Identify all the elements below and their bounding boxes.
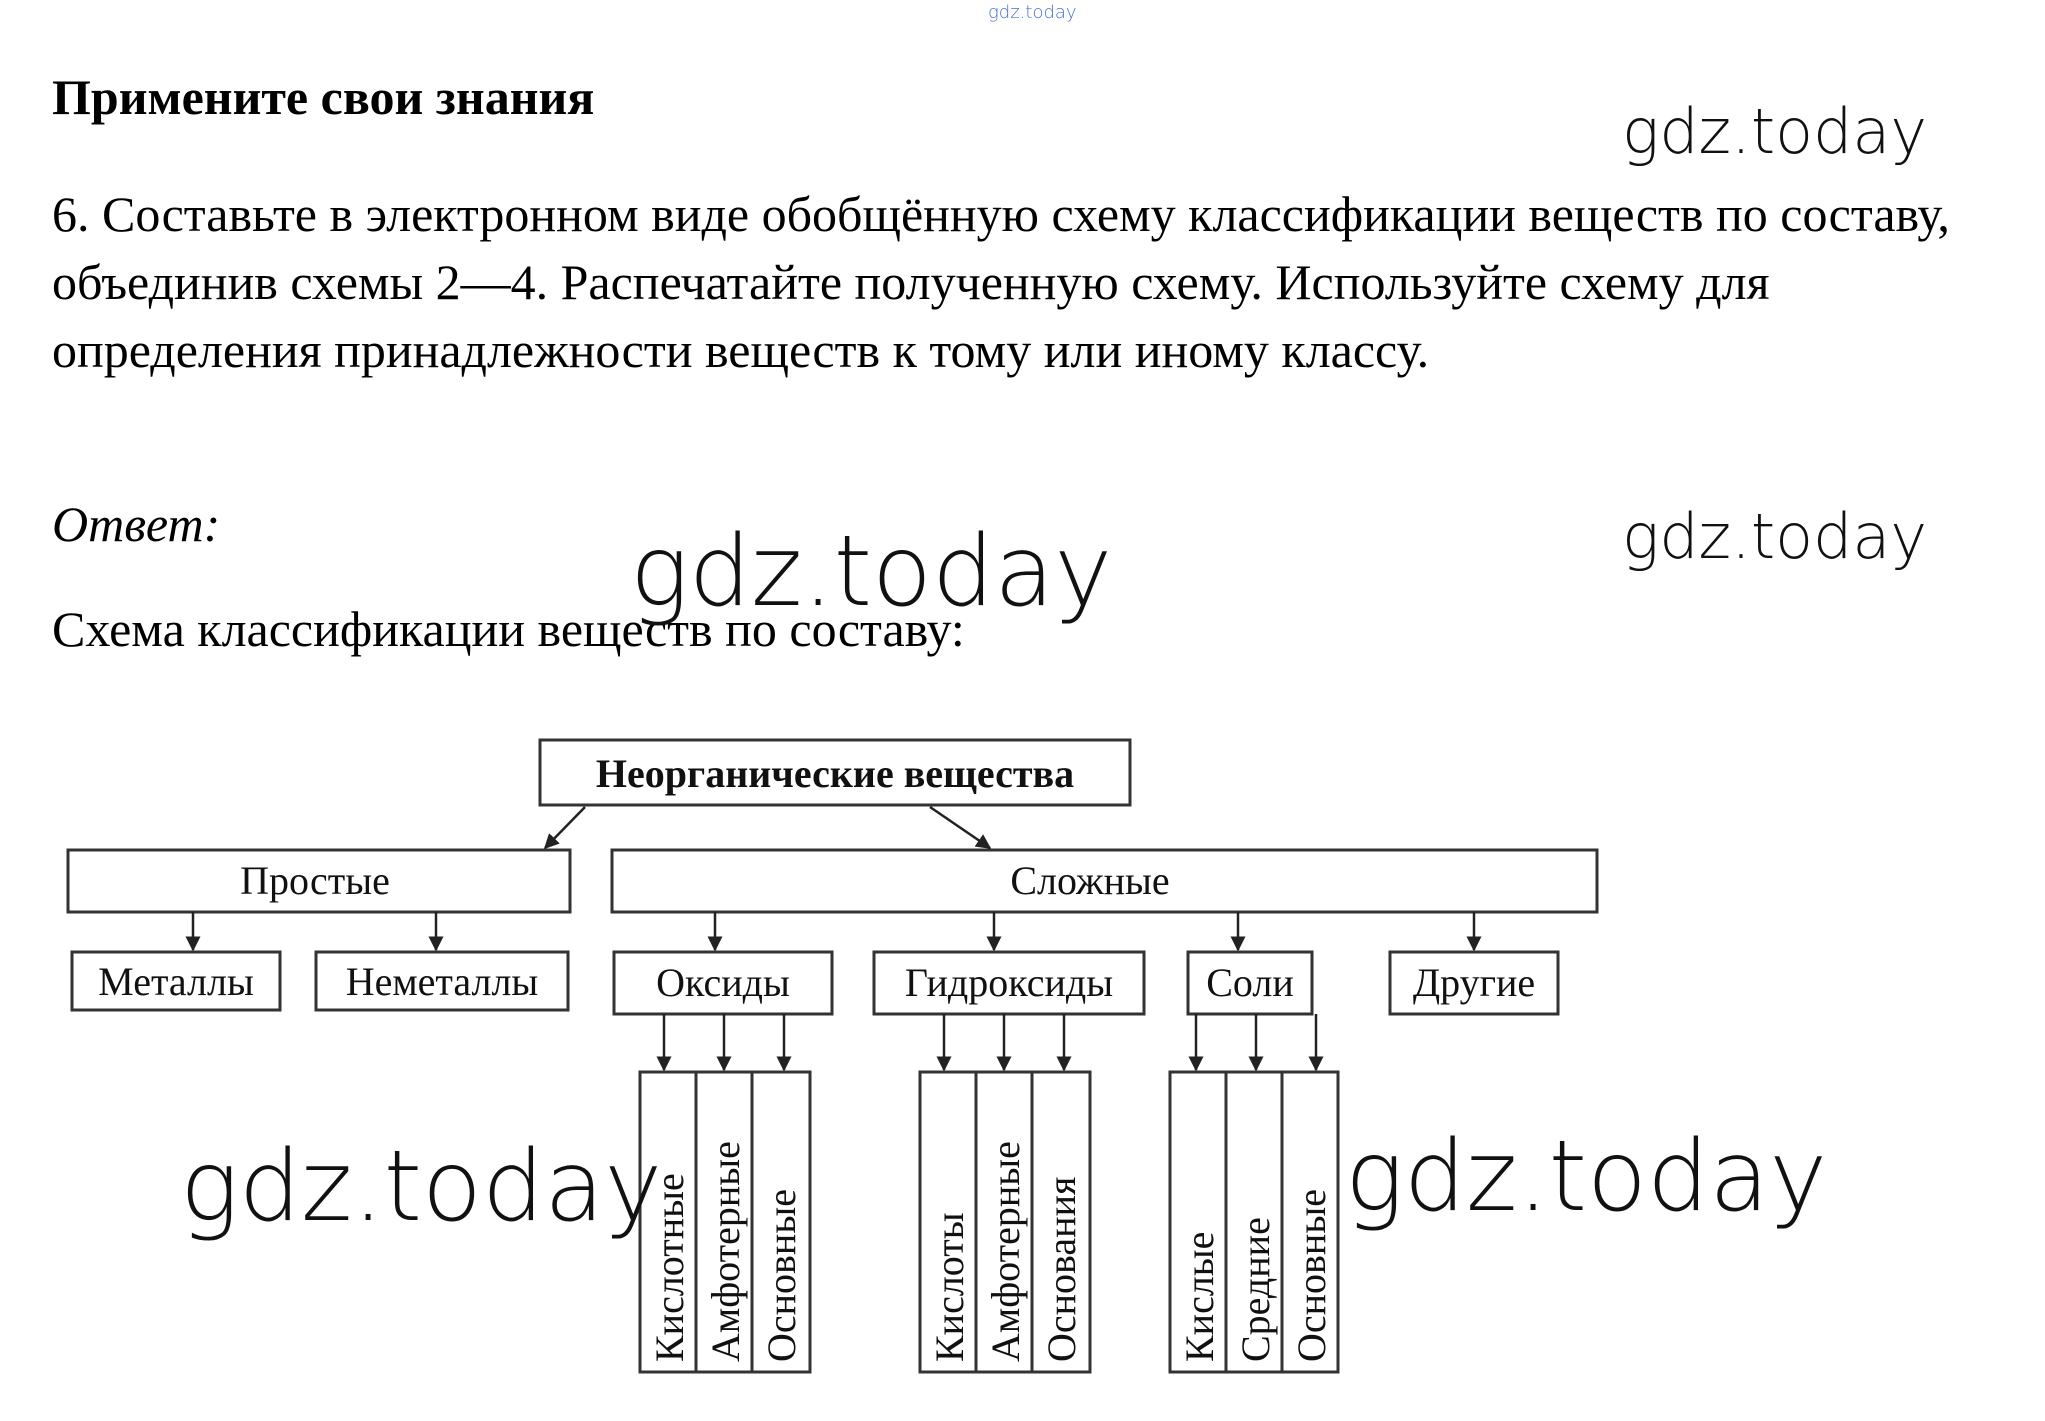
hydroxides-label: Гидроксиды [904,960,1114,1005]
classification-diagram [0,700,1640,1400]
salts-type-basic: Основные [1289,1189,1334,1362]
section-title: Примените свои знания [52,69,595,125]
watermark-bottom-right: gdz.today [1345,1120,1828,1234]
hydroxides-type-amphoteric: Амфотерные [983,1141,1028,1362]
answer-label: Ответ: [52,496,221,552]
complex-label: Сложные [1010,858,1170,903]
watermark-center: gdz.today [630,515,1113,629]
hydroxides-type-acids: Кислоты [927,1212,972,1362]
root-label: Неорганические вещества [595,751,1075,796]
watermark-right-middle: gdz.today [1622,500,1928,573]
other-label: Другие [1412,960,1536,1005]
watermark-right-top: gdz.today [1622,95,1928,168]
salts-type-acidic: Кислые [1177,1231,1222,1362]
scheme-caption: Схема классификации веществ по составу: [52,601,965,657]
salts-type-normal: Средние [1233,1217,1278,1362]
watermark-bottom-left: gdz.today [180,1130,663,1244]
salts-label: Соли [1206,960,1294,1005]
task-text: 6. Составьте в электронном виде обобщённую схему классификации веществ по составу, объединив схемы 2—4. Распечатайте полученную схему. Используйте схему для определения принадлежности веществ к тому или иному классу. [52,186,1950,378]
watermark-small: gdz.today [988,2,1077,23]
oxides-type-basic: Основные [759,1189,804,1362]
hydroxides-type-bases: Основания [1039,1176,1084,1362]
oxides-label: Оксиды [656,960,790,1005]
oxides-type-amphoteric: Амфотерные [703,1141,748,1362]
simple-label: Простые [240,858,390,903]
nonmetals-label: Неметаллы [345,959,539,1004]
metals-label: Металлы [98,959,254,1004]
oxides-type-acidic: Кислотные [647,1173,692,1362]
